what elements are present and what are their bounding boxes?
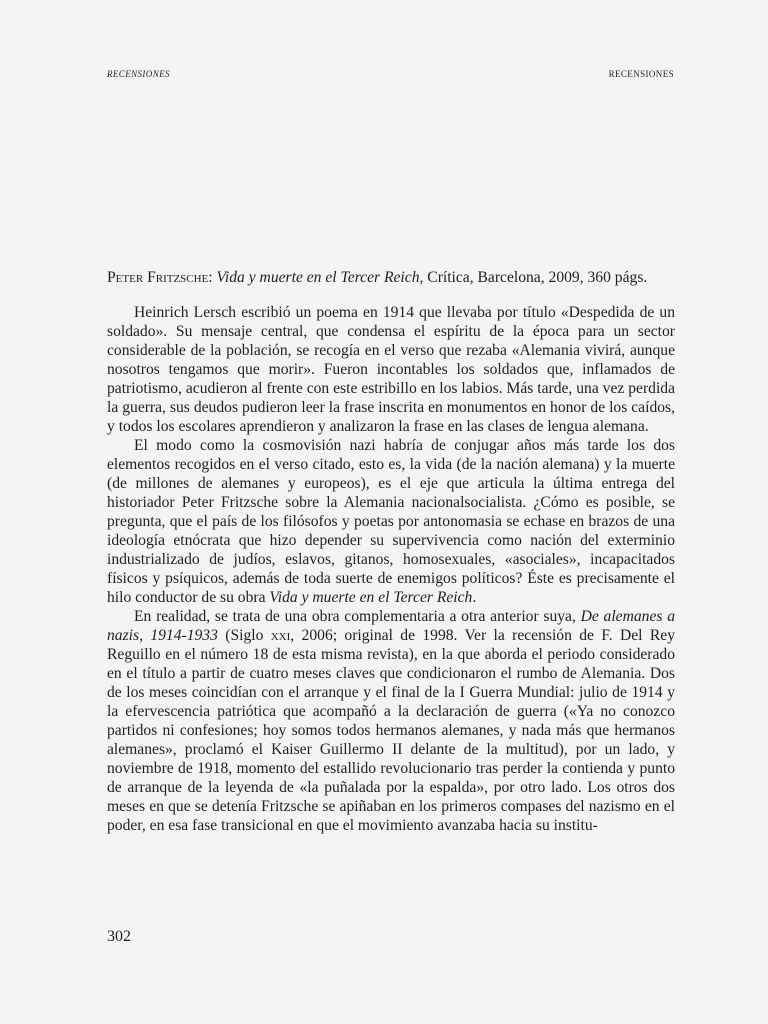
book-reference xyxy=(107,268,675,287)
paragraph-3-part-b: (Siglo xyxy=(217,627,271,644)
paragraph-3-part-c: , 2006; original de 1998. Ver la recensión de F. Del Rey Reguillo en el número 18 de esta misma revista), en la que aborda el periodo considerado en el título a partir de cuatro meses claves que condicionaron el rumbo de Alemania. Dos de los meses coincidían con el arranque y el final de la I Guerra Mundial: julio de 1914 y la efervescencia patriótica que acompañó a la declaración de guerra («Ya no conozco partidos ni confesiones; hoy somos todos hermanos alemanes, y nada más que hermanos alemanes», proclamó el Kaiser Guillermo II delante de la multitud), por un lado, y noviembre de 1918, momento del estallido revolucionario tras perder la contienda y punto de arranque de la leyenda de «la puñalada por la espalda», por otro lado. Los otros dos meses en que se detenía Fritzsche se apiñaban en los primeros compases del nazismo en el poder, en esa fase transicional en que el movimiento avanzaba hacia su institu- xyxy=(107,627,675,834)
reference-author: Peter Fritzsche: xyxy=(107,269,213,286)
reference-publication: , Crítica, Barcelona, 2009, 360 págs. xyxy=(419,269,648,286)
paragraph-2 xyxy=(107,436,675,607)
paragraph-2-text: El modo como la cosmovisión nazi habría de conjugar años más tarde los dos elementos recogidos en el verso citado, esto es, la vida (de la nación alemana) y la muerte (de millones de alemanes y europeos), es el eje que articula la última entrega del historiador Peter Fritzsche sobre la Alemania nacionalsocialista. ¿Cómo es posible, se pregunta, que el país de los filósofos y poetas por antonomasia se echase en brazos de una ideología etnócrata que hizo depender su supervivencia como nación del exterminio industrializado de judíos, eslavos, gitanos, homosexuales, «asociales», incapacitados físicos y psíquicos, además de toda suerte de enemigos políticos? Éste es precisamente el hilo conductor de su obra xyxy=(107,437,675,606)
paragraph-2-end: . xyxy=(472,589,477,606)
paragraph-3-part-a: En realidad, se trata de una obra complementaria a otra anterior suya, xyxy=(134,608,581,625)
running-header-left: RECENSIONES xyxy=(107,69,170,79)
reference-title: Vida y muerte en el Tercer Reich xyxy=(216,269,420,286)
page-number: 302 xyxy=(107,928,131,945)
paragraph-3-book-title: De alemanes a nazis, 1914-1933 xyxy=(107,608,675,644)
paragraph-1: Heinrich Lersch escribió un poema en 1914 que llevaba por título «Despedida de un soldado». Su mensaje central, que condensa el espíritu de la época para un sector considerable de la población, se recogía en el verso que rezaba «Alemania vivirá, aunque nosotros tengamos que morir». Fueron incontables los soldados que, inflamados de patriotismo, acudieron al frente con este estribillo en los labios. Más tarde, una vez perdida la guerra, sus deudos pudieron leer la frase inscrita en monumentos en honor de los caídos, y todos los escolares aprendieron y analizaron la frase en las clases de lengua alemana. xyxy=(107,304,675,435)
running-header-right: RECENSIONES xyxy=(608,69,674,79)
paragraph-3 xyxy=(107,607,675,835)
paragraph-2-book-title: Vida y muerte en el Tercer Reich xyxy=(269,589,473,606)
paragraph-3-century: xxi xyxy=(270,627,291,644)
review-body xyxy=(107,268,675,835)
